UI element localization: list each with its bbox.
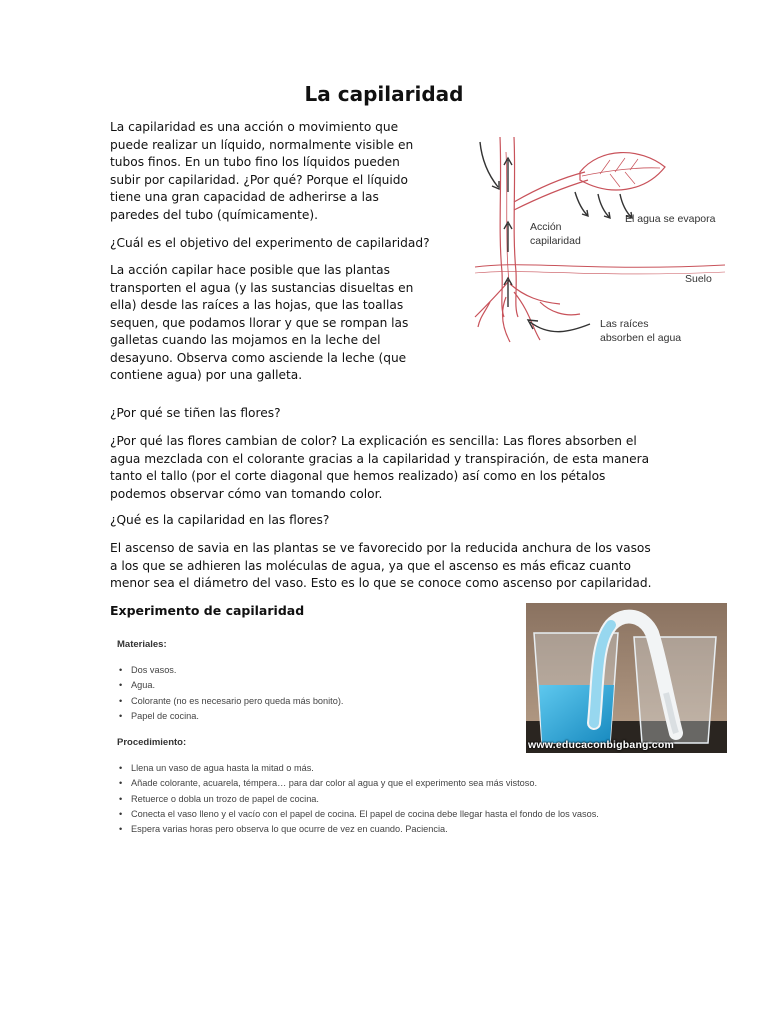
diagram-label-raices-2: absorben el agua [600,332,682,344]
diagram-label-accion: Acción [530,221,562,233]
list-item: • Conecta el vaso lleno y el vacío con el papel de cocina. El papel de cocina debe llegar hasta el fondo de los vasos. [117,807,599,822]
diagram-label-evapora: El agua se evapora [625,213,716,225]
soil-line [475,265,725,268]
list-item: • Dos vasos. [117,663,343,678]
materials-heading: Materiales: [117,639,167,650]
list-item: • Espera varias horas pero observa lo que ocurre de vez en cuando. Paciencia. [117,822,599,837]
experiment-photo-illustration [526,603,727,753]
list-item: • Papel de cocina. [117,709,343,724]
plant-capillarity-diagram [470,132,732,352]
page-title: La capilaridad [304,82,464,106]
list-item: • Llena un vaso de agua hasta la mitad o más. [117,761,599,776]
sap-ascent-paragraph: El ascenso de savia en las plantas se ve favorecido por la reducida anchura de los vasos a los que se adhieren las moléculas de agua, ya que el ascenso es más eficaz cuanto menor sea el diámetro del vaso. Esto es lo que se conoce como ascenso por capilaridad. [110,541,652,590]
list-item: • Añade colorante, acuarela, témpera… para dar color al agua y que el experimento sea más vistoso. [117,776,599,791]
diagram-label-raices-1: Las raíces [600,318,649,330]
procedure-heading: Procedimiento: [117,737,187,748]
photo-credit: www.educaconbigbang.com [528,739,674,751]
capillarity-flowers-question: ¿Qué es la capilaridad en las flores? [110,513,330,527]
procedure-list [117,761,599,837]
materials-list [117,663,343,724]
experiment-heading: Experimento de capilaridad [110,603,305,618]
diagram-label-capilaridad: capilaridad [530,235,581,247]
experiment-photo [526,603,727,753]
capillary-action-paragraph: La acción capilar hace posible que las plantas transporten el agua (y las sustancias disueltas en ella) desde las raíces a las hojas, que las toallas sequen, que podamos llorar y que se rompan las galletas cuando las mojamos en la leche del desayuno. Observa como asciende la leche (que contiene agua) por una galleta. [110,263,414,382]
flowers-color-paragraph: ¿Por qué las flores cambian de color? La explicación es sencilla: Las flores absorben el agua mezclada con el colorante gracias a la capilaridad y transpiración, de esta manera tanto el tallo (por el corte diagonal que hemos realizado) así como en los pétalos podemos observar cómo van tomando color. [110,434,650,501]
intro-paragraph: La capilaridad es una acción o movimiento que puede realizar un líquido, normalmente visible en tubos finos. En un tubo fino los líquidos pueden subir por capilaridad. ¿Por qué? Porque el líquido tiene una gran capacidad de adherirse a las paredes del tubo (químicamente). [110,120,414,222]
list-item: • Retuerce o dobla un trozo de papel de cocina. [117,792,599,807]
leaf-outline [580,153,665,190]
list-item: • Colorante (no es necesario pero queda más bonito). [117,694,343,709]
diagram-label-suelo: Suelo [685,273,712,285]
list-item: • Agua. [117,678,343,693]
objective-question: ¿Cuál es el objetivo del experimento de capilaridad? [110,236,430,250]
flowers-dye-question: ¿Por qué se tiñen las flores? [110,406,281,420]
